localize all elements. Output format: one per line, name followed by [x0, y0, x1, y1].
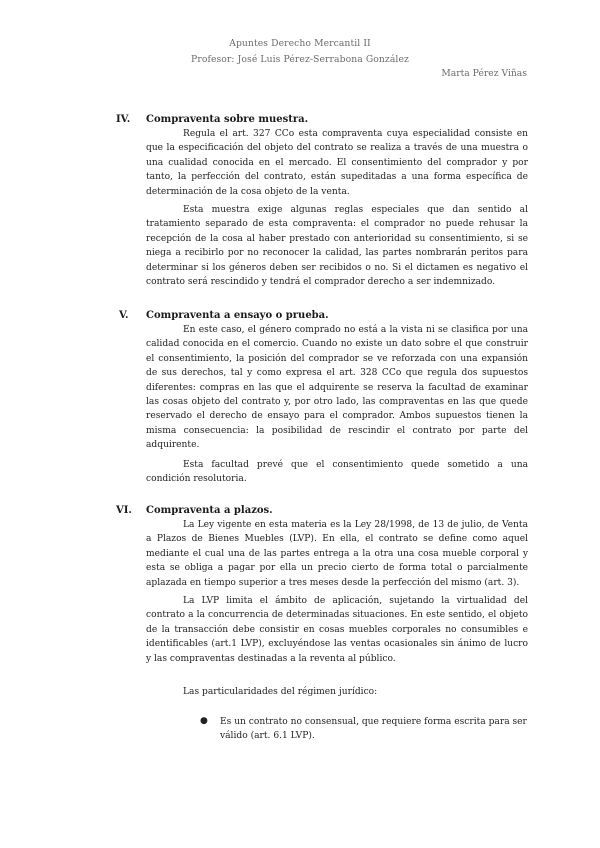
paragraph: Esta muestra exige algunas reglas especiales que dan sentido al tratamiento separado de esta compraventa: el comprador no puede rehusar la recepción de la cosa al haber prestado con anterioridad su consentimiento, si se niega a recibirlo por no reconocer la calidad, las partes nombrarán peritos para determinar si los géneros deben ser recibidos o no. Si el dictamen es negativo el contrato será rescindido y tendrá el comprador derecho a ser indemnizado. [146, 205, 528, 288]
list-intro: Las particularidades del régimen jurídico: [183, 687, 378, 697]
header-author: Marta Pérez Viñas [441, 68, 527, 79]
section-number: IV. [116, 114, 131, 125]
paragraph: Esta facultad prevé que el consentimiento quede sometido a una condición resolutoria. [146, 460, 528, 485]
section-title: Compraventa a ensayo o prueba. [146, 310, 329, 321]
list-item: Es un contrato no consensual, que requiere forma escrita para ser válido (art. 6.1 LVP). [220, 717, 527, 742]
section-number: V. [119, 310, 129, 321]
paragraph: Regula el art. 327 CCo esta compraventa cuya especialidad consiste en que la especificación del objeto del contrato se realiza a través de una muestra o una cualidad conocida en el mercado. El consentimiento del comprador y por tanto, la perfección del contrato, están supeditadas a una forma específica de determinación de la cosa objeto de la venta. [146, 129, 528, 197]
section-title: Compraventa a plazos. [146, 505, 273, 516]
bullet-icon: ● [200, 716, 208, 726]
paragraph: La LVP limita el ámbito de aplicación, sujetando la virtualidad del contrato a la concurrencia de determinadas situaciones. En este sentido, el objeto de la transacción debe consistir en cosas muebles corporales no consumibles e identificables (art.1 LVP), excluyéndose las ventas ocasionales sin ánimo de lucro y las compraventas destinadas a la reventa al público. [146, 596, 528, 664]
section-title: Compraventa sobre muestra. [146, 114, 309, 125]
section-number: VI. [116, 505, 132, 516]
paragraph: La Ley vigente en esta materia es la Ley 28/1998, de 13 de julio, de Venta a Plazos de Bienes Muebles (LVP). En ella, el contrato se define como aquel mediante el cual una de las partes entrega a la otra una cosa mueble corporal y esta se obliga a pagar por ella un precio cierto de forma total o parcialmente aplazada en tiempo superior a tres meses desde la perfección del mismo (art. 3). [146, 520, 528, 588]
paragraph: En este caso, el género comprado no está a la vista ni se clasifica por una calidad conocida en el comercio. Cuando no existe un dato sobre el que construir el consentimiento, la posición del comprador se ve reforzada con una expansión de sus derechos, tal y como expresa el art. 328 CCo que regula dos supuestos diferentes: compras en las que el adquirente se reserva la facultad de examinar las cosas objeto del contrato y, por otro lado, las compraventas en las que quede reservado el derecho de ensayo para el comprador. Ambos supuestos tienen la misma consecuencia: la posibilidad de rescindir el contrato por parte del adquirente. [146, 325, 528, 451]
header-course-title: Apuntes Derecho Mercantil II [229, 38, 371, 49]
header-professor: Profesor: José Luis Pérez-Serrabona González [191, 54, 409, 65]
